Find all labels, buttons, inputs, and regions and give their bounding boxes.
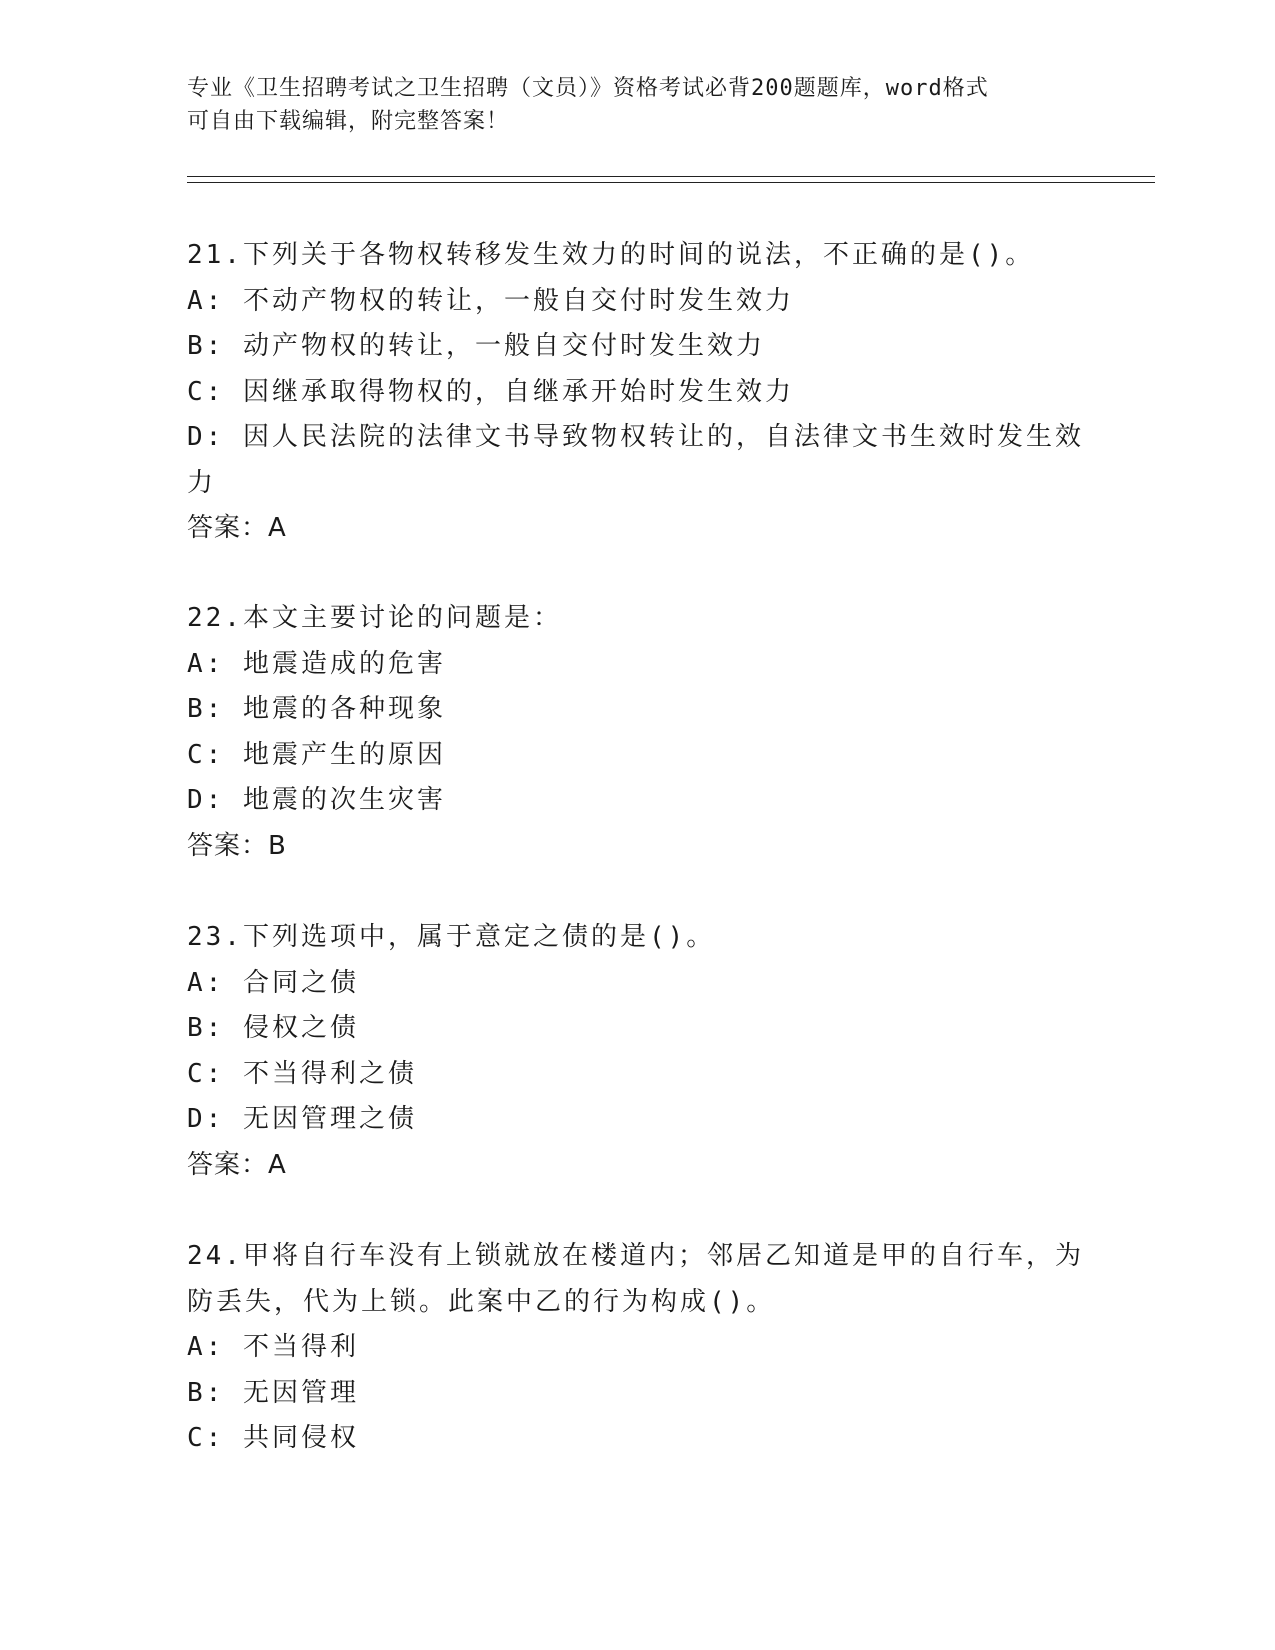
option-a: A: 地震造成的危害 <box>187 648 446 679</box>
option-b: B: 无因管理 <box>187 1377 359 1408</box>
question-text: 23.下列选项中，属于意定之债的是()。 <box>187 922 716 952</box>
option-d: D: 无因管理之债 <box>187 1104 417 1134</box>
document-header <box>187 72 1067 138</box>
option-c: C: 共同侵权 <box>187 1423 359 1453</box>
header-divider-bottom <box>187 182 1155 183</box>
header-line-1: 专业《卫生招聘考试之卫生招聘（文员）》资格考试必背200题题库，word格式 <box>187 76 989 101</box>
option-d: D: 因人民法院的法律文书导致物权转让的，自法律文书生效时发生效力 <box>187 422 1084 498</box>
option-d: D: 地震的次生灾害 <box>187 785 446 815</box>
option-b: B: 动产物权的转让，一般自交付时发生效力 <box>187 331 765 361</box>
header-line-2: 可自由下载编辑，附完整答案！ <box>187 109 510 134</box>
option-a: A: 合同之债 <box>187 967 359 998</box>
answer-text: 答案：A <box>187 513 287 543</box>
question-text: 24.甲将自行车没有上锁就放在楼道内；邻居乙知道是甲的自行车，为防丢失，代为上锁。此案中乙的行为构成()。 <box>187 1241 1084 1317</box>
option-b: B: 侵权之债 <box>187 1013 359 1043</box>
option-b: B: 地震的各种现象 <box>187 694 446 724</box>
answer-text: 答案：B <box>187 830 287 861</box>
question-block-22 <box>187 596 1087 869</box>
option-c: C: 地震产生的原因 <box>187 739 446 770</box>
answer-text: 答案：A <box>187 1149 287 1180</box>
question-text: 22.本文主要讨论的问题是： <box>187 603 562 633</box>
question-text: 21.下列关于各物权转移发生效力的时间的说法，不正确的是()。 <box>187 240 1035 270</box>
question-block-21 <box>187 233 1087 552</box>
option-a: A: 不动产物权的转让，一般自交付时发生效力 <box>187 285 794 316</box>
header-divider-top <box>187 176 1155 177</box>
option-c: C: 因继承取得物权的，自继承开始时发生效力 <box>187 376 794 407</box>
question-block-24 <box>187 1234 1087 1462</box>
option-c: C: 不当得利之债 <box>187 1058 417 1089</box>
option-a: A: 不当得利 <box>187 1332 359 1362</box>
question-block-23 <box>187 915 1087 1188</box>
